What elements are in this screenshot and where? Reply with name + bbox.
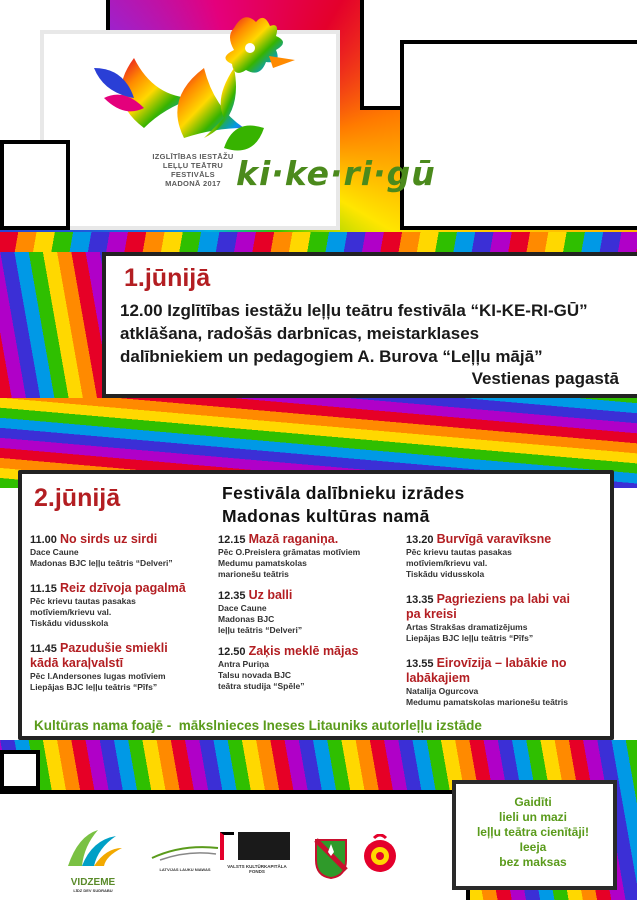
vidzeme-logo-icon: VIDZEME LĪDZ DEV SUDRABU [58,826,128,892]
madona-coat-of-arms-icon [314,838,348,880]
schedule-column-1 [30,532,210,703]
event-item: 13.20 Burvīgā varavīksne Pēc krievu tautas pasakas motīviem/krievu val. Tiskādu vidusskola [406,532,552,579]
event-item: 11.00 No sirds uz sirdi Dace Caune Madonas BJC leļļu teātris “Delveri” [30,532,173,568]
invitation-text: Gaidīti lieli un mazi leļļu teātra cienītāji! Ieeja bez maksas [476,795,590,869]
event-item: 13.55 Eirovīzija – labākie no labākajiem Natalija Ogurcova Medumu pamatskolas marionešu teātris [406,656,569,707]
exhibition-note: Kultūras nama foajē - mākslnieces Ineses Litauniks autorleļļu izstāde [34,718,482,733]
vkkf-logo-icon: VALSTS KULTŪRKAPITĀLA FONDS [220,832,294,882]
event-item: 13.35 Pagrieziens pa labi vai pa kreisi Artas Strakšas dramatizējums Liepājas BJC leļļu teātris “Pīfs” [406,592,570,643]
logo-organisation-text: IZGLĪTĪBAS IESTĀŽU LEĻĻU TEĀTRU FESTIVĀLS MADONĀ 2017 [152,152,234,188]
day1-description: 12.00 Izglītības iestāžu leļļu teātru festivāla “KI-KE-RI-GŪ” atklāšana, radošās darbnīcas, meistarklases dalībniekiem un pedagogiem A. Burova “Leļļu mājā” [120,301,588,366]
leader-logo-icon: LATVIJAS LAUKU NIAWAS [150,844,220,874]
event-item: 11.15 Reiz dzīvoja pagalmā Pēc krievu tautas pasakas motīviem/krievu val. Tiskādu vidusskola [30,581,186,628]
event-item: 12.50 Zaķis meklē mājas Antra Puriņa Talsu novada BJC teātra studija “Spēle” [218,644,359,691]
event-item: 12.15 Mazā raganiņa. Pēc O.Preislera grāmatas motīviem Medumu pamatskolas marionešu teātris [218,532,361,579]
day2-heading: Festivāla dalībnieku izrādes Madonas kultūras namā [222,483,465,526]
festival-logo [84,8,454,208]
day1-date: 1.jūnijā [124,264,211,292]
festival-emblem-icon [360,834,400,880]
rooster-icon [84,8,314,168]
event-item: 12.35 Uz balli Dace Caune Madonas BJC leļļu teātris “Delveri” [218,588,303,635]
day1-panel [102,252,637,398]
event-item: 11.45 Pazudušie smiekli kādā karaļvalstī Pēc I.Andersones lugas motīviem Liepājas BJC leļļu teātris “Pīfs” [30,641,168,692]
festival-title: ki·ke·ri·gū [236,154,436,193]
schedule-column-3 [406,532,606,718]
day2-panel [18,470,614,740]
sponsor-logos [58,808,458,900]
schedule-column-2 [218,532,398,702]
day1-location: Vestienas pagastā [471,369,619,388]
day2-date: 2.jūnijā [34,484,121,512]
